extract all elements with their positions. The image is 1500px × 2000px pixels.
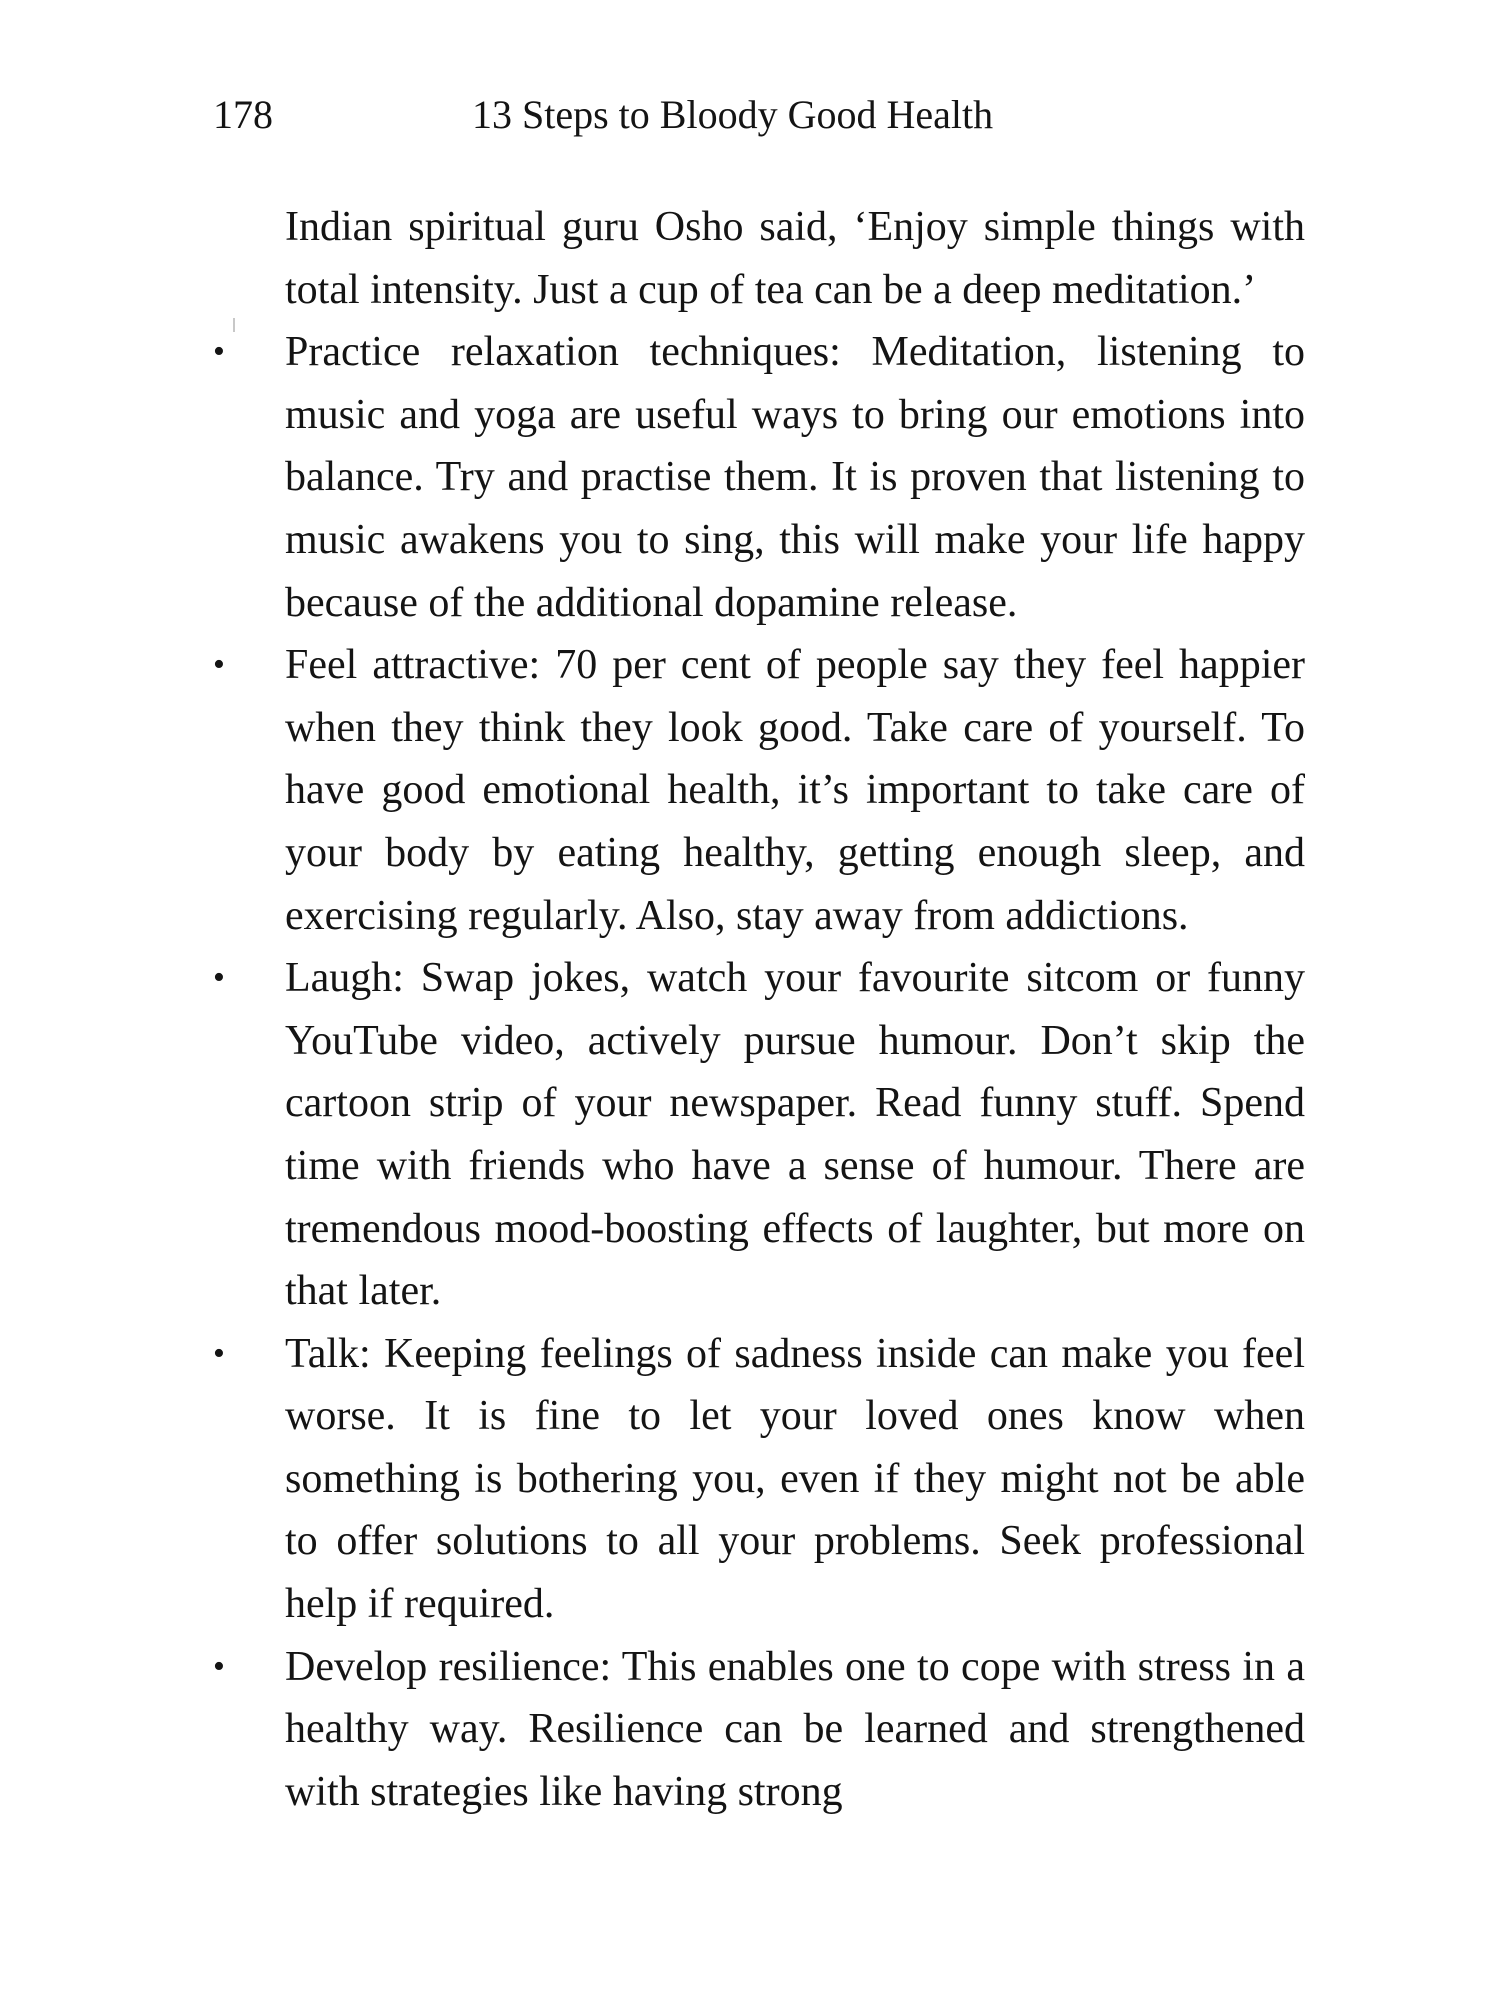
list-item-relaxation (213, 321, 1305, 634)
bullet-icon: • (213, 959, 225, 997)
running-head (213, 85, 1313, 145)
continuation-paragraph: Indian spiritual guru Osho said, ‘Enjoy simple things with total intensity. Just a cup of tea can be a deep meditation.’ (285, 204, 1305, 313)
list-item-text: Talk: Keeping feelings of sadness inside can make you feel worse. It is fine to let your loved ones know when something is bothering you, even if they might not be able to offer solutions to all your problems. Seek professional help if required. (285, 1330, 1305, 1628)
bullet-icon: • (213, 1334, 225, 1372)
book-title: 13 Steps to Bloody Good Health (472, 92, 994, 137)
page-number: 178 (213, 92, 273, 137)
list-item-feel-attractive (213, 634, 1305, 947)
list-item-talk (213, 1323, 1305, 1636)
page-body (213, 196, 1305, 1823)
bullet-icon: • (213, 646, 225, 684)
list-item-text: Feel attractive: 70 per cent of people say they feel happier when they think they look good. Take care of yourself. To have good emotional health, it’s important to take care of your body by eating healthy, getting enough sleep, and exercising regularly. Also, stay away from addictions. (285, 642, 1305, 939)
list-item-text: Laugh: Swap jokes, watch your favourite sitcom or funny YouTube video, actively pursue humour. Don’t skip the cartoon strip of your newspaper. Read funny stuff. Spend time with friends who have a sense of humour. There are tremendous mood-boosting effects of laughter, but more on that later. (285, 955, 1305, 1315)
bullet-icon: • (213, 1647, 225, 1685)
scan-speck (233, 318, 235, 332)
list-item-text: Develop resilience: This enables one to cope with stress in a healthy way. Resilience can be learned and strengthened with strategies like having strong (285, 1643, 1305, 1815)
tips-list (213, 321, 1305, 1823)
list-item-laugh (213, 947, 1305, 1323)
bullet-icon: • (213, 333, 225, 371)
list-item-text: Practice relaxation techniques: Meditation, listening to music and yoga are useful ways to bring our emotions into balance. Try and practise them. It is proven that listening to music awakens you to sing, this will make your life happy because of the additional dopamine release. (285, 329, 1305, 626)
list-item-resilience (213, 1636, 1305, 1824)
